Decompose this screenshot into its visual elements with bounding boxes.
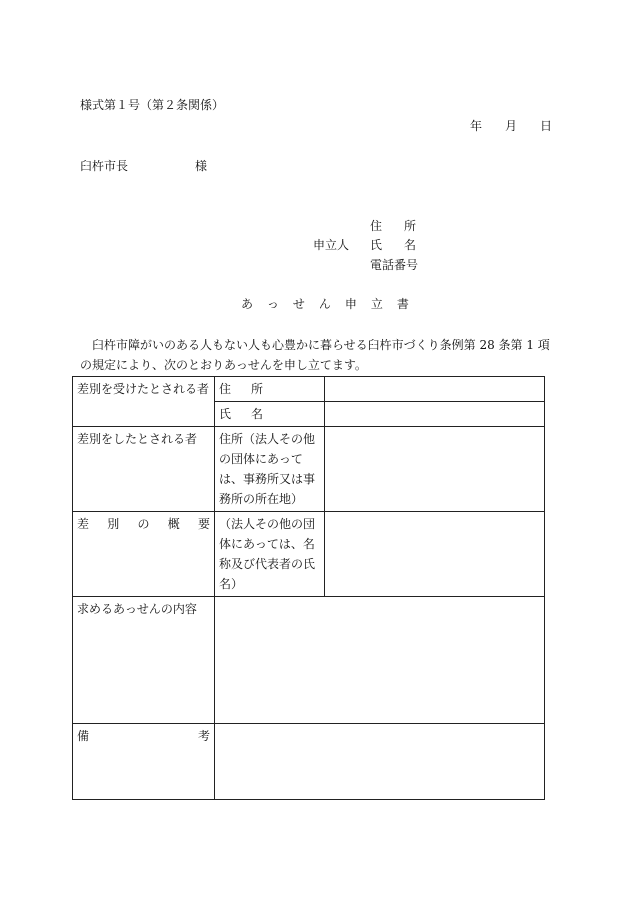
applicant-name-label: 氏 名 xyxy=(370,238,416,252)
victim-address-label: 住 所 xyxy=(215,377,325,402)
discriminator-field[interactable] xyxy=(325,427,545,512)
date-year: 年 xyxy=(470,119,483,133)
form-number: 様式第１号（第２条関係） xyxy=(80,98,225,112)
remarks-field[interactable] xyxy=(215,724,545,800)
body-text: 臼杵市障がいのある人もない人も心豊かに暮らせる臼杵市づくり条例第 28 条第 1 項の規定により、次のとおりあっせんを申し立てます。 xyxy=(80,338,550,372)
request-field[interactable] xyxy=(215,597,545,724)
applicant-address-label: 住 所 xyxy=(370,219,416,233)
addressee: 臼杵市長 xyxy=(80,159,129,173)
applicant-role-label: 申立人 xyxy=(313,238,350,252)
victim-name-field[interactable] xyxy=(325,402,545,427)
row-discriminator-label: 差別をしたとされる者 xyxy=(73,427,215,512)
application-table xyxy=(72,376,545,800)
summary-field[interactable] xyxy=(325,512,545,597)
row-victim-label: 差別を受けたとされる者 xyxy=(73,377,215,427)
applicant-phone-label: 電話番号 xyxy=(370,258,419,272)
victim-address-field[interactable] xyxy=(325,377,545,402)
row-remarks-label: 備 考 xyxy=(73,724,215,800)
discriminator-note: 住所（法人その他の団体にあっては、事務所又は事務所の所在地） xyxy=(215,427,325,512)
row-request-label: 求めるあっせんの内容 xyxy=(73,597,215,724)
date-day: 日 xyxy=(540,119,553,133)
page-title: あっせん申立書 xyxy=(241,297,423,311)
row-summary-label: 差 別 の 概 要 xyxy=(73,512,215,597)
summary-note: （法人その他の団体にあっては、名称及び代表者の氏名） xyxy=(215,512,325,597)
date-month: 月 xyxy=(505,119,518,133)
honorific: 様 xyxy=(195,159,208,173)
victim-name-label: 氏 名 xyxy=(215,402,325,427)
